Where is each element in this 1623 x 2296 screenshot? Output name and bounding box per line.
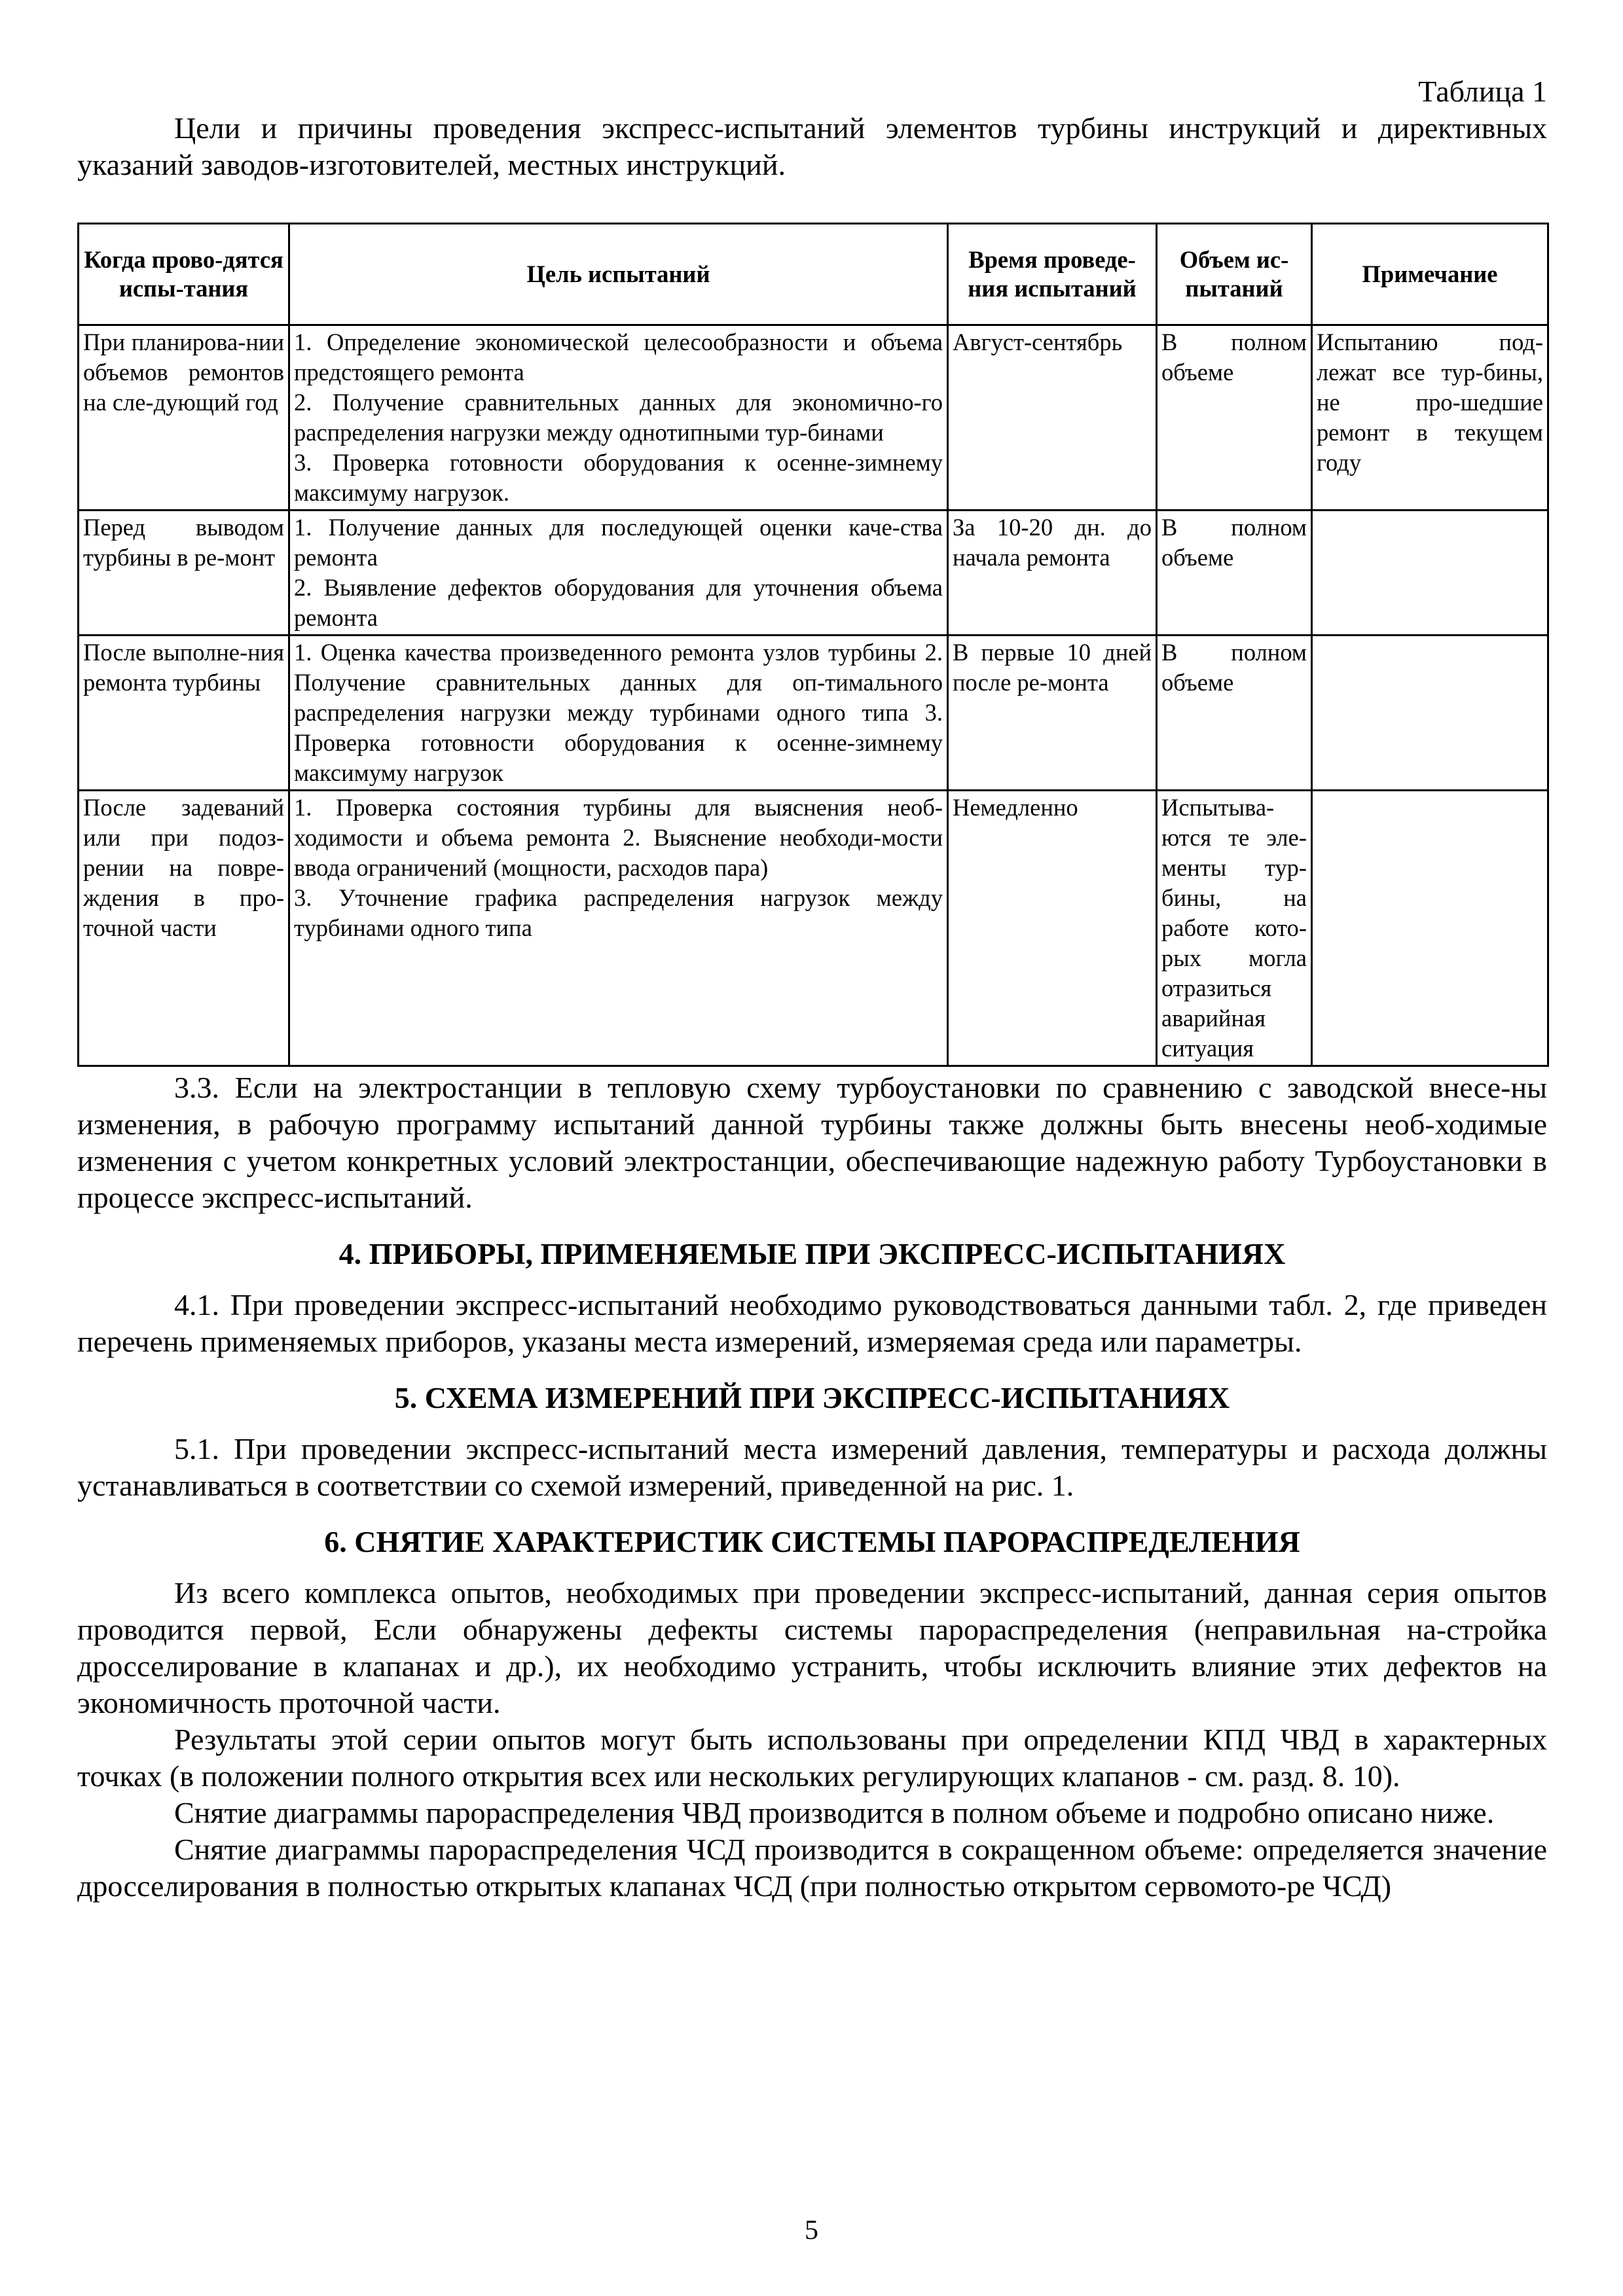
- table-header-row: [79, 224, 1548, 325]
- cell-note: Испытанию под-лежат все тур-бины, не про-шедшие ремонт в текущем году: [1312, 325, 1548, 511]
- goal-item: 1. Определение экономической целесообразности и объема предстоящего ремонта: [294, 329, 943, 386]
- paragraph-4-1: 4.1. При проведении экспресс-испытаний необходимо руководствоваться данными табл. 2, где приведен перечень применяемых приборов, указаны места измерений, измеряемая среда или параметры.: [77, 1288, 1547, 1358]
- cell-note: [1312, 636, 1548, 791]
- goal-item: 2. Выявление дефектов оборудования для уточнения объема ремонта: [294, 574, 943, 631]
- section-6-paragraph: Снятие диаграммы парораспределения ЧСД производится в сокращенном объеме: определяется значение дросселирования в полностью открытых клапанах ЧСД (при полностью открытом сервомото-ре ЧСД): [77, 1833, 1547, 1903]
- page-number: 5: [805, 2215, 818, 2246]
- goal-item: 2. Получение сравнительных данных для экономично-го распределения нагрузки между однотипными тур-бинами: [294, 389, 943, 446]
- section-4-heading: 4. ПРИБОРЫ, ПРИМЕНЯЕМЫЕ ПРИ ЭКСПРЕСС-ИСПЫТАНИЯХ: [338, 1237, 1286, 1270]
- cell-goals: [289, 791, 948, 1066]
- cell-time: За 10-20 дн. до начала ремонта: [948, 511, 1157, 636]
- cell-volume: В полном объеме: [1157, 325, 1312, 511]
- table-row: [79, 325, 1548, 511]
- table-label: Таблица 1: [1418, 75, 1547, 108]
- tests-table: [77, 223, 1549, 1067]
- cell-goals: [289, 636, 948, 791]
- cell-volume: Испытыва-ются те эле-менты тур-бины, на работе кото-рых могла отразиться аварийная ситуация: [1157, 791, 1312, 1066]
- section-5-heading: 5. СХЕМА ИЗМЕРЕНИЙ ПРИ ЭКСПРЕСС-ИСПЫТАНИЯХ: [394, 1381, 1230, 1414]
- column-header-volume: Объем ис-пытаний: [1157, 224, 1312, 325]
- cell-goals: [289, 325, 948, 511]
- cell-volume: В полном объеме: [1157, 636, 1312, 791]
- goal-item: 1. Оценка качества произведенного ремонта узлов турбины 2. Получение сравнительных данных для оп-тимального распределения нагрузки между турбинами одного типа 3. Проверка готовности оборудования к осенне-зимнему максимуму нагрузок: [294, 639, 943, 786]
- cell-goals: [289, 511, 948, 636]
- section-6-paragraph: Снятие диаграммы парораспределения ЧВД производится в полном объеме и подробно описано ниже.: [174, 1796, 1495, 1829]
- column-header-time: Время проведе-ния испытаний: [948, 224, 1157, 325]
- goal-item: 1. Проверка состояния турбины для выяснения необ-ходимости и объема ремонта 2. Выяснение необходи-мости ввода ограничений (мощности, расходов пара): [294, 794, 943, 881]
- paragraph-3-3: 3.3. Если на электростанции в тепловую схему турбоустановки по сравнению с заводской внесе-ны изменения, в рабочую программу испытаний данной турбины также должны быть внесены необ-ходимые изменения с учетом конкретных условий электростанции, обеспечивающие надежную работу Турбоустановки в процессе экспресс-испытаний.: [77, 1071, 1547, 1214]
- table-row: [79, 511, 1548, 636]
- cell-when: После задеваний или при подоз-рении на повре-ждения в про-точной части: [79, 791, 289, 1066]
- cell-time: Немедленно: [948, 791, 1157, 1066]
- goal-item: 3. Уточнение графика распределения нагрузок между турбинами одного типа: [294, 884, 943, 941]
- column-header-when: Когда прово-дятся испы-тания: [79, 224, 289, 325]
- cell-time: В первые 10 дней после ре-монта: [948, 636, 1157, 791]
- cell-when: После выполне-ния ремонта турбины: [79, 636, 289, 791]
- cell-when: При планирова-нии объемов ремонтов на сле-дующий год: [79, 325, 289, 511]
- section-6-heading: 6. СНЯТИЕ ХАРАКТЕРИСТИК СИСТЕМЫ ПАРОРАСПРЕДЕЛЕНИЯ: [324, 1525, 1300, 1558]
- cell-note: [1312, 791, 1548, 1066]
- cell-volume: В полном объеме: [1157, 511, 1312, 636]
- table-caption: Цели и причины проведения экспресс-испытаний элементов турбины инструкций и директивных указаний заводов-изготовителей, местных инструкций.: [77, 111, 1547, 181]
- document-page: [77, 73, 1547, 1905]
- section-6-paragraph: Результаты этой серии опытов могут быть использованы при определении КПД ЧВД в характерных точках (в положении полного открытия всех или нескольких регулирующих клапанов - см. разд. 8. 10).: [77, 1723, 1547, 1793]
- paragraph-5-1: 5.1. При проведении экспресс-испытаний места измерений давления, температуры и расхода должны устанавливаться в соответствии со схемой измерений, приведенной на рис. 1.: [77, 1432, 1547, 1502]
- cell-note: [1312, 511, 1548, 636]
- goal-item: 1. Получение данных для последующей оценки каче-ства ремонта: [294, 514, 943, 571]
- goal-item: 3. Проверка готовности оборудования к осенне-зимнему максимуму нагрузок.: [294, 449, 943, 506]
- section-6-paragraph: Из всего комплекса опытов, необходимых при проведении экспресс-испытаний, данная серия опытов проводится первой, Если обнаружены дефекты системы парораспределения (неправильная на-стройка дросселирование в клапанах и др.), их необходимо устранить, чтобы исключить влияние этих дефектов на экономичность проточной части.: [77, 1576, 1547, 1719]
- cell-when: Перед выводом турбины в ре-монт: [79, 511, 289, 636]
- column-header-goal: Цель испытаний: [289, 224, 948, 325]
- table-row: [79, 791, 1548, 1066]
- cell-time: Август-сентябрь: [948, 325, 1157, 511]
- column-header-note: Примечание: [1312, 224, 1548, 325]
- table-row: [79, 636, 1548, 791]
